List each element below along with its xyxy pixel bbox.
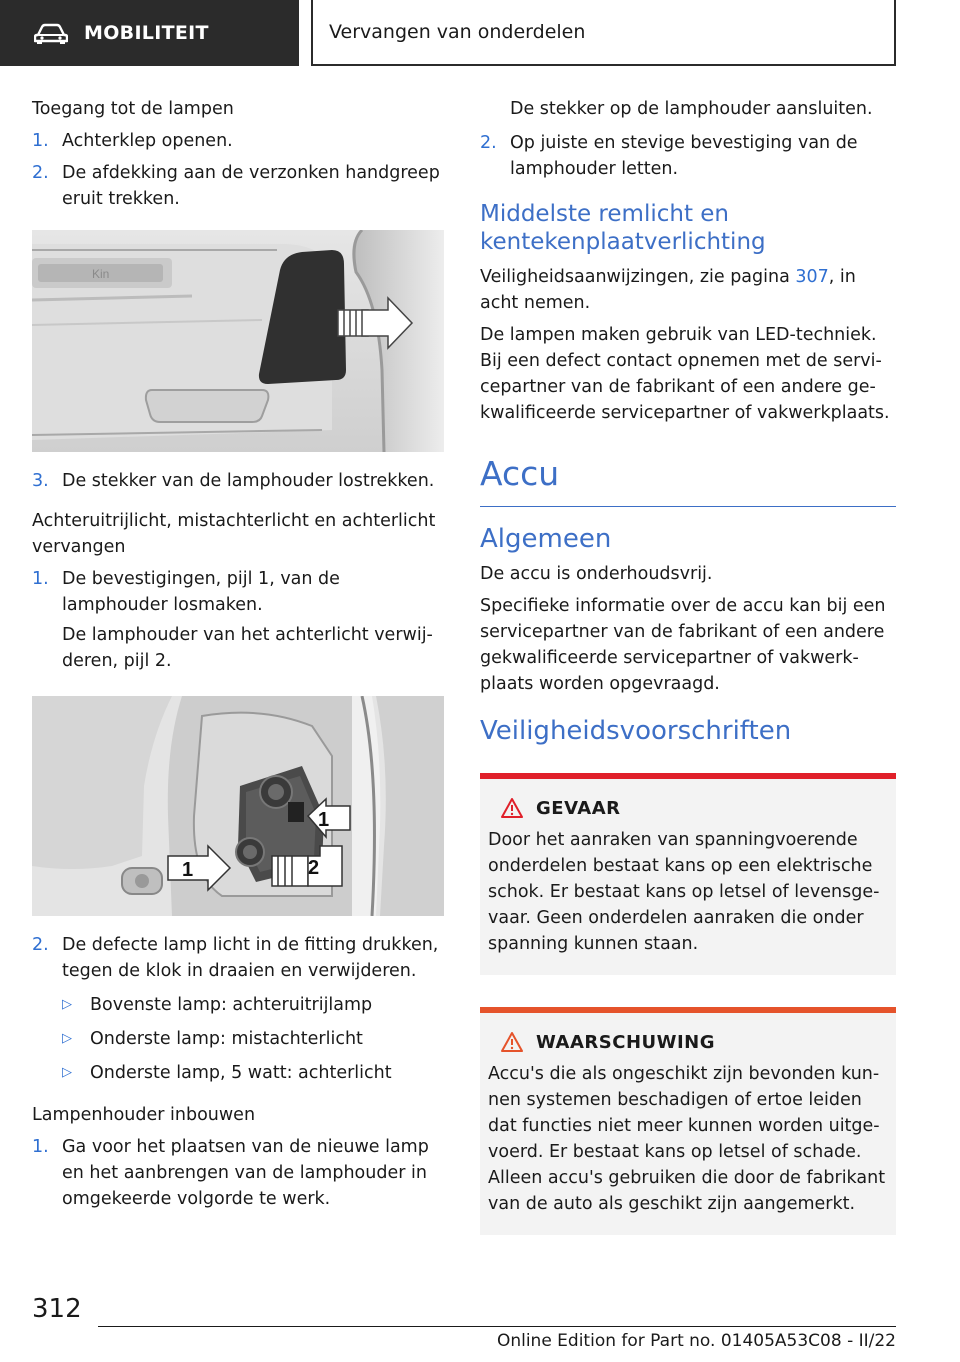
lamp-holder-image [32,696,444,916]
list-item-text: Bovenste lamp: achteruitrijlamp [90,995,373,1015]
heading-replace-lights: Achteruitrijlicht, mistachterlicht en achterlicht vervangen [32,511,436,557]
danger-label: GEVAAR [536,797,621,819]
warning-title [488,1031,888,1053]
replace-step [32,932,444,984]
page-number: 312 [32,1294,82,1324]
warning-triangle-icon [500,797,524,819]
list-item-text: Onderste lamp, 5 watt: achterlicht [90,1063,392,1083]
danger-box [480,773,896,975]
heading-accu: Accu [480,454,560,493]
triangle-bullet-icon: ▷ [62,1031,72,1046]
heading-safety-rules: Veiligheidsvoorschriften [480,716,792,746]
general-text-1: De accu is onderhoudsvrij. [480,564,713,584]
step-text: De afdekking aan de verzonken handgreep eruit trekken. [62,163,440,209]
access-step [32,128,444,154]
chapter-title: Vervangen van onderdelen [329,21,586,43]
step-text: Op juiste en stevige bevestiging van de lamphouder letten. [510,133,858,179]
edition-text: Online Edition for Part no. 01405A53C08 - II/22 [496,1331,896,1351]
step-text: De bevestigingen, pijl 1, van de lamphouder losmaken. [62,569,340,615]
step-number: 2. [32,935,49,955]
safety-reference-text: Veiligheidsaanwijzingen, zie pagina [480,267,796,287]
list-item [32,992,444,1018]
car-icon [34,22,68,44]
access-step [32,468,444,494]
step-number: 2. [480,133,497,153]
step-text: Ga voor het plaatsen van de nieuwe lamp en het aanbrengen van de lamphouder in omgekeerde volgorde te werk. [62,1137,429,1209]
tailgate-cover-illustration [32,230,444,452]
install-step-continuation [480,96,896,122]
general-text-2: Specifieke informatie over de accu kan bij een servicepartner van de fabrikant of een andere gekwalificeerde servicepartner of vakwerk-plaats worden opgevraagd. [480,596,886,694]
access-step [32,160,444,212]
page-link[interactable]: 307 [795,267,829,287]
step-text: Achterklep openen. [62,131,233,151]
arrow-label-1-top: 1 [318,809,330,831]
arrow-label-2: 2 [308,857,320,879]
header-chapter [311,0,896,66]
led-info-text: De lampen maken gebruik van LED-techniek. Bij een defect contact opnemen met de servi-cepartner van de fabrikant of een andere ge-kwalificeerde servicepartner of vakwerkplaats. [480,325,890,423]
warning-text: Accu's die als ongeschikt zijn bevonden kun-nen systemen beschadigen of ertoe leiden dat functies niet meer kunnen worden uitge-voerd. Er bestaat kans op letsel of schade. Alleen accu's gebruiken die door de fabrikant van de auto als geschikt zijn aangemerkt. [488,1064,886,1214]
heading-access-lamps: Toegang tot de lampen [32,99,234,119]
step-text: De stekker van de lamphouder lostrekken. [62,471,435,491]
step-text: De stekker op de lamphouder aansluiten. [510,99,873,119]
warning-box [480,1007,896,1235]
heading-install-holder: Lampenhouder inbouwen [32,1105,256,1125]
step-number: 1. [32,131,49,151]
step-number: 3. [32,471,49,491]
replace-step [32,566,444,674]
list-item-text: Onderste lamp: mistachterlicht [90,1029,363,1049]
safety-reference-text-end: , in acht nemen. [480,267,856,313]
svg-text:Kin: Kin [92,267,110,281]
step-continuation: De lamphouder van het achterlicht verwij-deren, pijl 2. [62,625,433,671]
triangle-bullet-icon: ▷ [62,1065,72,1080]
warning-label: WAARSCHUWING [536,1031,716,1053]
left-column [32,96,444,1218]
right-column [480,96,896,1235]
heading-general: Algemeen [480,524,612,554]
step-text: De defecte lamp licht in de fitting drukken, tegen de klok in draaien en verwijderen. [62,935,439,981]
step-number: 1. [32,1137,49,1157]
tailgate-cover-image [32,230,444,452]
list-item [32,1060,444,1086]
danger-title [488,797,888,819]
lamp-holder-illustration [32,696,444,916]
install-step [32,1134,444,1212]
heading-middle-brake-light: Middelste remlicht en kentekenplaatverlichting [480,201,766,255]
install-step [480,130,896,182]
step-number: 1. [32,569,49,589]
list-item [32,1026,444,1052]
header-section-tab [0,0,299,66]
step-number: 2. [32,163,49,183]
section-title: MOBILITEIT [84,22,209,44]
triangle-bullet-icon: ▷ [62,997,72,1012]
footer-divider [98,1326,896,1327]
warning-triangle-icon [500,1031,524,1053]
arrow-label-1-left: 1 [182,859,194,881]
danger-text: Door het aanraken van spanningvoerende onderdelen bestaat kans op een elektrische schok. Er bestaat kans op letsel of levensge-vaar. Geen onderdelen aanraken die onder spanning kunnen staan. [488,830,880,954]
heading-divider [480,506,896,507]
safety-reference [480,264,896,316]
